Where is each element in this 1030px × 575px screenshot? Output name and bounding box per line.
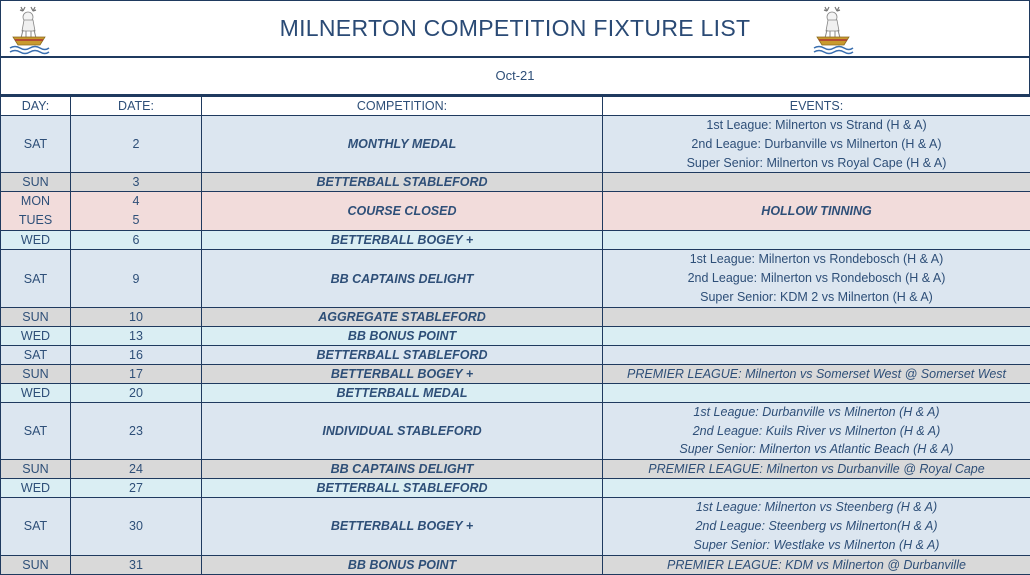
day-cell: WED	[1, 383, 71, 402]
events-cell	[603, 326, 1030, 345]
table-row	[1, 555, 1030, 574]
events-cell	[603, 345, 1030, 364]
table-row	[1, 345, 1030, 364]
competition-cell: AGGREGATE STABLEFORD	[202, 307, 603, 326]
date-label: 5	[71, 211, 201, 230]
table-row	[1, 460, 1030, 479]
day-cell: SAT	[1, 402, 71, 459]
day-cell: SUN	[1, 460, 71, 479]
day-cell: WED	[1, 326, 71, 345]
fixture-table	[0, 96, 1030, 575]
competition-cell: BB BONUS POINT	[202, 326, 603, 345]
table-row	[1, 326, 1030, 345]
column-header-competition: COMPETITION:	[202, 97, 603, 116]
competition-cell: COURSE CLOSED	[202, 192, 603, 231]
event-line: 2nd League: Kuils River vs Milnerton (H & A)	[603, 422, 1030, 441]
date-label: 4	[71, 192, 201, 211]
date-cell: 17	[71, 364, 202, 383]
column-header-events: EVENTS:	[603, 97, 1030, 116]
day-cell: WED	[1, 231, 71, 250]
competition-cell: BETTERBALL MEDAL	[202, 383, 603, 402]
events-cell	[603, 250, 1030, 307]
event-line: 2nd League: Steenberg vs Milnerton(H & A)	[603, 517, 1030, 536]
date-cell: 20	[71, 383, 202, 402]
column-header-date: DATE:	[71, 97, 202, 116]
competition-cell: MONTHLY MEDAL	[202, 116, 603, 173]
date-cell: 30	[71, 498, 202, 555]
competition-cell: INDIVIDUAL STABLEFORD	[202, 402, 603, 459]
date-cell: 6	[71, 231, 202, 250]
day-label: MON	[1, 192, 70, 211]
event-line: 1st League: Milnerton vs Strand (H & A)	[603, 116, 1030, 135]
date-cell: 3	[71, 173, 202, 192]
table-row	[1, 479, 1030, 498]
day-cell: SAT	[1, 116, 71, 173]
date-cell: 9	[71, 250, 202, 307]
competition-cell: BETTERBALL STABLEFORD	[202, 479, 603, 498]
event-line: Super Senior: Milnerton vs Atlantic Beach (H & A)	[603, 440, 1030, 459]
table-row	[1, 250, 1030, 307]
date-cell	[71, 192, 202, 231]
club-crest-icon	[811, 5, 855, 55]
day-cell: SAT	[1, 345, 71, 364]
competition-cell: BETTERBALL BOGEY +	[202, 364, 603, 383]
date-cell: 13	[71, 326, 202, 345]
event-line: 1st League: Durbanville vs Milnerton (H & A)	[603, 403, 1030, 422]
page-title: MILNERTON COMPETITION FIXTURE LIST	[1, 15, 1029, 42]
day-cell: SUN	[1, 307, 71, 326]
table-row	[1, 364, 1030, 383]
events-cell: PREMIER LEAGUE: Milnerton vs Somerset West @ Somerset West	[603, 364, 1030, 383]
event-line: 2nd League: Milnerton vs Rondebosch (H & A)	[603, 269, 1030, 288]
day-cell: SAT	[1, 498, 71, 555]
table-row	[1, 402, 1030, 459]
competition-cell: BETTERBALL BOGEY +	[202, 498, 603, 555]
events-cell	[603, 498, 1030, 555]
date-cell: 2	[71, 116, 202, 173]
events-cell: PREMIER LEAGUE: KDM vs Milnerton @ Durbanville	[603, 555, 1030, 574]
event-line: Super Senior: Milnerton vs Royal Cape (H & A)	[603, 154, 1030, 173]
table-row	[1, 498, 1030, 555]
events-cell	[603, 231, 1030, 250]
events-cell	[603, 402, 1030, 459]
competition-cell: BB BONUS POINT	[202, 555, 603, 574]
events-cell: PREMIER LEAGUE: Milnerton vs Durbanville @ Royal Cape	[603, 460, 1030, 479]
competition-cell: BETTERBALL BOGEY +	[202, 231, 603, 250]
date-cell: 10	[71, 307, 202, 326]
event-line: 1st League: Milnerton vs Steenberg (H & A)	[603, 498, 1030, 517]
date-cell: 31	[71, 555, 202, 574]
table-row	[1, 173, 1030, 192]
date-cell: 27	[71, 479, 202, 498]
competition-cell: BETTERBALL STABLEFORD	[202, 345, 603, 364]
column-header-day: DAY:	[1, 97, 71, 116]
events-cell	[603, 116, 1030, 173]
event-line: 1st League: Milnerton vs Rondebosch (H & A)	[603, 250, 1030, 269]
table-row	[1, 231, 1030, 250]
table-row	[1, 192, 1030, 231]
event-line: Super Senior: KDM 2 vs Milnerton (H & A)	[603, 288, 1030, 307]
date-cell: 24	[71, 460, 202, 479]
event-line: 2nd League: Durbanville vs Milnerton (H & A)	[603, 135, 1030, 154]
day-cell: WED	[1, 479, 71, 498]
date-cell: 16	[71, 345, 202, 364]
table-header-row	[1, 97, 1030, 116]
month-label: Oct-21	[0, 58, 1030, 96]
header	[0, 0, 1030, 58]
day-cell	[1, 192, 71, 231]
events-cell	[603, 383, 1030, 402]
events-cell	[603, 173, 1030, 192]
events-cell: HOLLOW TINNING	[603, 192, 1030, 231]
day-label: TUES	[1, 211, 70, 230]
day-cell: SAT	[1, 250, 71, 307]
events-cell	[603, 479, 1030, 498]
day-cell: SUN	[1, 555, 71, 574]
day-cell: SUN	[1, 173, 71, 192]
day-cell: SUN	[1, 364, 71, 383]
date-cell: 23	[71, 402, 202, 459]
events-cell	[603, 307, 1030, 326]
competition-cell: BETTERBALL STABLEFORD	[202, 173, 603, 192]
table-row	[1, 116, 1030, 173]
competition-cell: BB CAPTAINS DELIGHT	[202, 250, 603, 307]
table-row	[1, 383, 1030, 402]
event-line: Super Senior: Westlake vs Milnerton (H & A)	[603, 536, 1030, 555]
table-row	[1, 307, 1030, 326]
competition-cell: BB CAPTAINS DELIGHT	[202, 460, 603, 479]
